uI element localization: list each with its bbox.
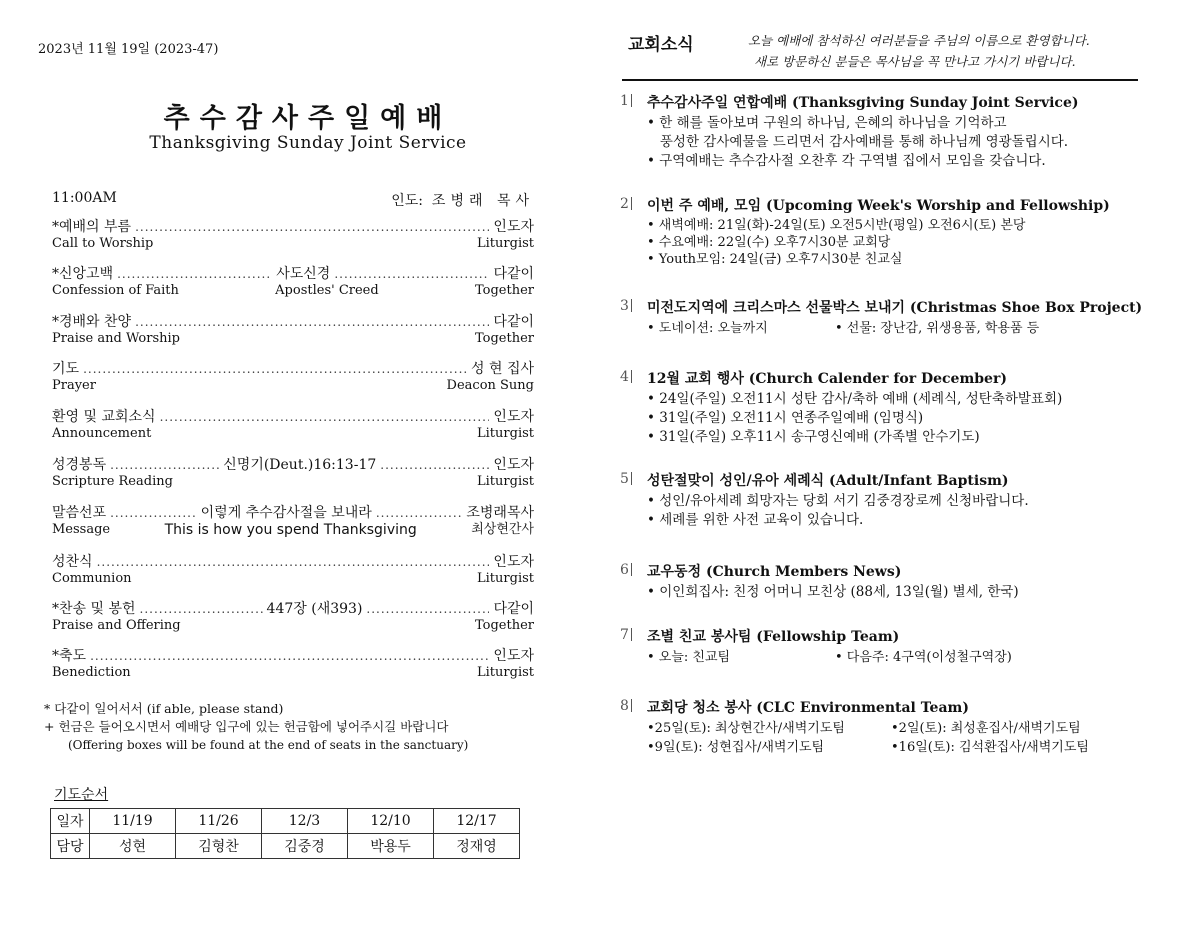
service-title-korean: 추수감사주일예배: [163, 103, 453, 134]
dot-leader: [380, 457, 489, 474]
list-item: • 수요예배: 22일(수) 오후7시30분 교회당: [647, 235, 891, 250]
welcome-line: 새로 방문하신 분들은 목사님을 꼭 만나고 가시기 바랍니다.: [754, 54, 1076, 69]
order-item: [52, 409, 534, 442]
order-item-title-english: Announcement: [52, 426, 152, 441]
section-number: [620, 93, 632, 109]
table-cell: 11/19: [90, 809, 176, 834]
order-item-title: *축도: [52, 648, 87, 664]
order-item-detail: 이렇게 추수감사절을 보내라: [200, 505, 372, 521]
order-item-korean-row: [52, 314, 534, 331]
service-time-row: [52, 190, 534, 210]
section-number: [620, 698, 632, 714]
note-offering-english: (Offering boxes will be found at the end of seats in the sanctuary): [68, 738, 469, 752]
section-bullet-right: •2일(토): 최성훈집사/새벽기도팀: [891, 721, 1081, 736]
order-item-leader: 인도자: [493, 554, 534, 570]
order-item: [52, 648, 534, 681]
section-bullet-right: •16일(토): 김석환집사/새벽기도팀: [891, 740, 1089, 755]
section-number: [620, 471, 632, 487]
order-item-title: 성경봉독: [52, 457, 107, 473]
bulletin-date: 2023년 11월 19일 (2023-47): [38, 42, 219, 57]
section-number: [620, 369, 632, 385]
order-item-title: 환영 및 교회소식: [52, 409, 156, 425]
section-number-bar: [631, 563, 632, 576]
order-item-title-english: Communion: [52, 571, 132, 586]
section-number-text: 1: [620, 93, 629, 109]
dot-leader: [140, 601, 263, 618]
section-number-bar: [631, 94, 632, 107]
dot-leader: [110, 457, 219, 474]
section-bullets: [647, 648, 1012, 667]
section-bullet-left: • 도네이션: 오늘까지: [647, 321, 768, 336]
order-item-korean-row: [52, 457, 534, 474]
dot-leader: [366, 601, 489, 618]
order-item-title-english: Praise and Offering: [52, 618, 181, 633]
dot-leader: [83, 361, 467, 378]
section-number-text: 2: [620, 196, 629, 212]
section-bullets: [647, 217, 1025, 268]
table-cell: 김형찬: [176, 834, 262, 859]
section-bullets: [647, 390, 1062, 447]
order-item-english-row: [52, 665, 534, 681]
order-item-title-english: Call to Worship: [52, 236, 154, 251]
order-item-english-row: [52, 474, 534, 490]
order-item-title: *찬송 및 봉헌: [52, 601, 136, 617]
section-title: 미전도지역에 크리스마스 선물박스 보내기 (Christmas Shoe Box Project): [647, 300, 1143, 316]
section-title: 교회당 청소 봉사 (CLC Environmental Team): [647, 700, 969, 716]
order-item-korean-row: [52, 219, 534, 236]
section-number-bar: [631, 472, 632, 485]
order-item-leader: 성 현 집사: [471, 361, 534, 377]
list-item: • Youth모임: 24일(금) 오후7시30분 친교실: [647, 252, 903, 267]
dot-leader: [334, 266, 489, 283]
order-item-title-english: Prayer: [52, 378, 96, 393]
leader-name: 조병래 목사: [431, 193, 534, 209]
list-item: • 24일(주일) 오전11시 성탄 감사/축하 예배 (세례식, 성탄축하발표회): [647, 391, 1063, 407]
dot-leader: [110, 505, 197, 522]
leader-label: 인도:: [391, 193, 424, 209]
section-bullets: [647, 583, 1019, 602]
table-row: [51, 834, 520, 859]
section-number: [620, 298, 632, 314]
bulletin-right-page: [620, 0, 1160, 929]
order-item-english-row: [52, 618, 534, 634]
order-item-korean-row: [52, 266, 534, 283]
list-item: • 31일(주일) 오전11시 연종주일예배 (임명식): [647, 410, 924, 426]
list-item: • 한 해를 돌아보며 구원의 하나님, 은혜의 하나님을 기억하고: [647, 115, 1007, 131]
order-item-korean-row: [52, 648, 534, 665]
order-item-detail-english: Apostles' Creed: [275, 283, 379, 298]
section-number: [620, 627, 632, 643]
order-item-leader-english: Together: [474, 283, 534, 298]
section-number-bar: [631, 197, 632, 210]
table-cell: 성현: [90, 834, 176, 859]
order-item-english-row: [52, 522, 534, 538]
dot-leader: [117, 266, 272, 283]
order-item-korean-row: [52, 554, 534, 571]
list-item: • 성인/유아세례 희망자는 당회 서기 김중경장로께 신청바랍니다.: [647, 493, 1029, 509]
order-item-english-row: [52, 283, 534, 299]
order-item-title-english: Message: [52, 522, 111, 537]
order-item-english-row: [52, 571, 534, 587]
section-bullet-left: •25일(토): 최상현간사/새벽기도팀: [647, 721, 845, 736]
section-title: 12월 교회 행사 (Church Calender for December): [647, 371, 1007, 387]
news-label: 교회소식: [628, 35, 694, 55]
service-time: 11:00AM: [52, 190, 117, 206]
order-item-english-row: [52, 378, 534, 394]
note-stand: * 다같이 일어서서 (if able, please stand): [44, 701, 284, 716]
order-item-detail: 447장 (새393): [266, 601, 363, 617]
section-number-text: 3: [620, 298, 629, 314]
section-bullet-left: •9일(토): 성현집사/새벽기도팀: [647, 740, 825, 755]
order-item-leader-english: Liturgist: [477, 236, 534, 251]
order-item-title: 말씀선포: [52, 505, 107, 521]
order-item-leader-english: 최상현간사: [471, 522, 534, 537]
order-item: [52, 266, 534, 299]
order-item-title: *예배의 부름: [52, 219, 132, 235]
section-number-bar: [631, 370, 632, 383]
service-notes: [44, 700, 468, 754]
table-cell: 김중경: [262, 834, 348, 859]
section-title: 추수감사주일 연합예배 (Thanksgiving Sunday Joint Service): [647, 95, 1079, 111]
order-item-title: *경배와 찬양: [52, 314, 132, 330]
order-item-leader: 인도자: [493, 219, 534, 235]
section-bullet-right: • 다음주: 4구역(이성철구역장): [835, 650, 1012, 665]
section-title: 교우동정 (Church Members News): [647, 564, 902, 580]
list-item: • 새벽예배: 21일(화)-24일(토) 오전5시반(평일) 오전6시(토) 본당: [647, 218, 1026, 233]
order-item-detail: 사도신경: [276, 266, 331, 282]
table-cell-label: 일자: [51, 809, 90, 834]
order-item-leader-english: Liturgist: [477, 426, 534, 441]
list-item: • 31일(주일) 오후11시 송구영신예배 (가족별 안수기도): [647, 429, 980, 445]
order-item-title-english: Scripture Reading: [52, 474, 173, 489]
order-item-english-row: [52, 331, 534, 347]
order-item-korean-row: [52, 601, 534, 618]
section-number-text: 5: [620, 471, 629, 487]
table-cell: 박용두: [348, 834, 434, 859]
table-cell: 12/10: [348, 809, 434, 834]
table-cell: 12/3: [262, 809, 348, 834]
order-item-title: *신앙고백: [52, 266, 114, 282]
table-cell: 12/17: [434, 809, 520, 834]
order-item-detail: 신명기(Deut.)16:13-17: [223, 457, 377, 473]
order-item-title: 기도: [52, 361, 80, 377]
order-item: [52, 601, 534, 634]
dot-leader: [90, 648, 489, 665]
list-item: • 세례를 위한 사전 교육이 있습니다.: [647, 512, 864, 528]
section-number-text: 6: [620, 562, 629, 578]
welcome-line: 오늘 예배에 참석하신 여러분들을 주님의 이름으로 환영합니다.: [748, 33, 1090, 48]
section-number: [620, 196, 632, 212]
table-row: [51, 809, 520, 834]
table-cell: 11/26: [176, 809, 262, 834]
dot-leader: [160, 409, 490, 426]
dot-leader: [97, 554, 490, 571]
section-number-text: 8: [620, 698, 629, 714]
list-item: [647, 648, 1012, 667]
table-cell: 정재영: [434, 834, 520, 859]
section-title: 이번 주 예배, 모임 (Upcoming Week's Worship and Fellowship): [647, 198, 1110, 214]
order-item-leader: 다같이: [493, 266, 535, 282]
list-item: • 이인희집사: 친정 어머니 모친상 (88세, 13일(월) 별세, 한국): [647, 584, 1019, 600]
order-item-korean-row: [52, 409, 534, 426]
order-item-leader: 조병래목사: [466, 505, 534, 521]
order-item: [52, 361, 534, 394]
order-item-title-english: Praise and Worship: [52, 331, 180, 346]
section-bullets: [647, 114, 1068, 171]
order-item-leader-english: Liturgist: [477, 665, 534, 680]
order-item-leader: 인도자: [493, 457, 534, 473]
order-item-title-english: Benediction: [52, 665, 131, 680]
order-item-english-row: [52, 236, 534, 252]
order-item-detail-english: This is how you spend Thanksgiving: [164, 522, 417, 538]
section-number-bar: [631, 628, 632, 641]
list-item: [647, 738, 1089, 757]
order-item-leader-english: Liturgist: [477, 474, 534, 489]
list-item: • 구역예배는 추수감사절 오찬후 각 구역별 집에서 모임을 갖습니다.: [647, 153, 1046, 169]
list-item: 풍성한 감사예물을 드리면서 감사예배를 통해 하나님께 영광돌립시다.: [647, 134, 1069, 150]
section-number-bar: [631, 699, 632, 712]
order-item-leader-english: Together: [474, 331, 534, 346]
service-title-english: Thanksgiving Sunday Joint Service: [149, 133, 467, 153]
section-bullets: [647, 319, 1039, 338]
list-item: [647, 319, 1039, 338]
list-item: [647, 719, 1089, 738]
section-number-text: 7: [620, 627, 629, 643]
order-item-english-row: [52, 426, 534, 442]
section-number-bar: [631, 299, 632, 312]
dot-leader: [135, 219, 489, 236]
prayer-order-title: 기도순서: [54, 787, 109, 803]
section-bullets: [647, 492, 1029, 530]
order-item: [52, 219, 534, 252]
order-item-leader: 인도자: [493, 648, 534, 664]
bulletin-left-page: [38, 0, 538, 929]
note-offering: + 헌금은 들어오시면서 예배당 입구에 있는 헌금함에 넣어주시길 바랍니다: [44, 719, 449, 734]
section-number: [620, 562, 632, 578]
welcome-message: [748, 30, 1148, 72]
order-item-korean-row: [52, 505, 534, 522]
order-item: [52, 314, 534, 347]
order-item-title-english: Confession of Faith: [52, 283, 179, 298]
service-leader: [391, 190, 534, 210]
section-bullet-right: • 선물: 장난감, 위생용품, 학용품 등: [835, 321, 1040, 336]
order-item-title: 성찬식: [52, 554, 93, 570]
prayer-order-table: [50, 808, 520, 859]
order-item-leader-english: Together: [474, 618, 534, 633]
news-divider: [622, 79, 1138, 81]
order-item: [52, 505, 534, 538]
order-item-korean-row: [52, 361, 534, 378]
section-title: 성탄절맞이 성인/유아 세례식 (Adult/Infant Baptism): [647, 473, 1009, 489]
order-item-leader-english: Liturgist: [477, 571, 534, 586]
order-item: [52, 554, 534, 587]
order-item-leader: 인도자: [493, 409, 534, 425]
order-item-leader-english: Deacon Sung: [446, 378, 534, 393]
table-cell-label: 담당: [51, 834, 90, 859]
order-item-leader: 다같이: [493, 314, 534, 330]
order-item: [52, 457, 534, 490]
dot-leader: [135, 314, 489, 331]
section-title: 조별 친교 봉사팀 (Fellowship Team): [647, 629, 900, 645]
section-bullet-left: • 오늘: 친교팀: [647, 650, 731, 665]
order-item-leader: 다같이: [493, 601, 535, 617]
dot-leader: [376, 505, 463, 522]
section-bullets: [647, 719, 1089, 757]
section-number-text: 4: [620, 369, 629, 385]
